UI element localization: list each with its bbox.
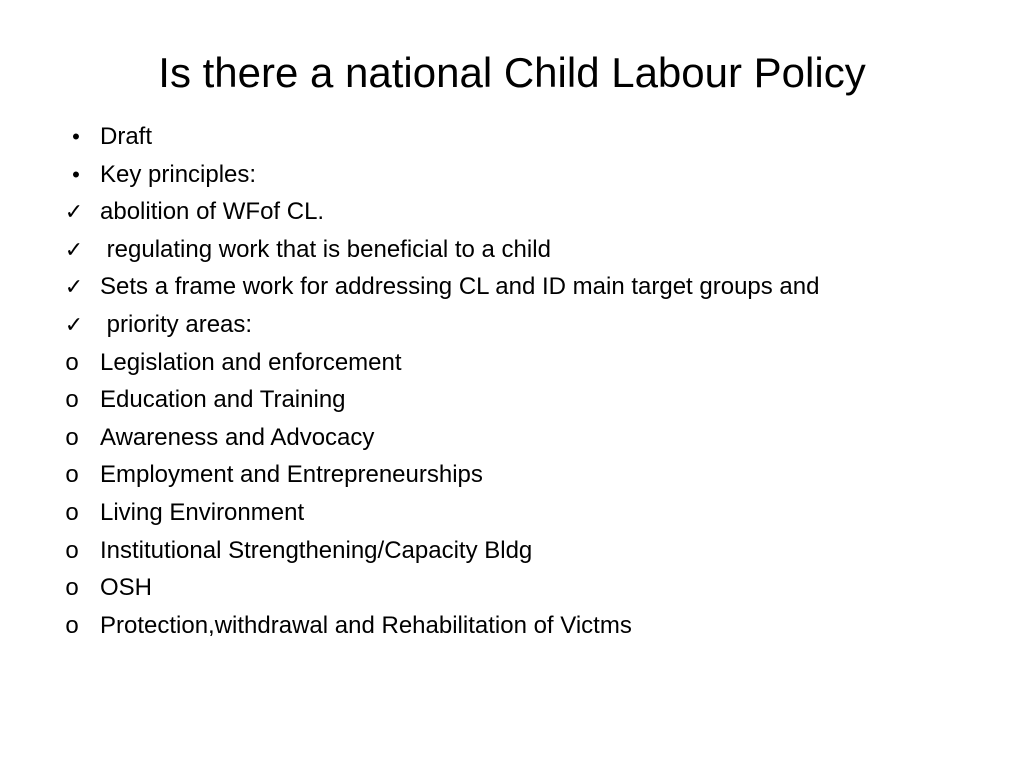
list-item-text: Legislation and enforcement [100,348,402,376]
list-item [56,494,996,532]
list-item [56,381,996,419]
hollow-circle-icon: o [65,498,79,526]
list-item [56,456,996,494]
hollow-circle-icon: o [65,386,79,414]
list-item-text: regulating work that is beneficial to a child [100,235,551,263]
list-item-text: Protection,withdrawal and Rehabilitation of Victms [100,611,632,639]
hollow-circle-icon: o [65,611,79,639]
list-item-text: Living Environment [100,498,305,526]
list-item-text: Sets a frame work for addressing CL and ID main target groups and [100,273,820,301]
list-item [56,344,996,382]
list-item-text: OSH [100,574,153,602]
list-item-text: abolition of WFof CL. [100,198,325,226]
list-item-text: Institutional Strengthening/Capacity Bldg [100,536,533,564]
list-item [56,607,996,645]
list-item-text: Employment and Entrepreneurships [100,461,483,489]
list-item [56,268,996,306]
bullet-list [56,118,996,644]
hollow-circle-icon: o [65,348,79,376]
list-item [56,193,996,231]
list-item-text: priority areas: [100,310,253,338]
list-item-text: Draft [100,123,153,150]
hollow-circle-icon: o [65,461,79,489]
list-item-text: Key principles: [100,160,257,188]
list-item [56,306,996,344]
checkmark-icon: ✓ [64,274,84,300]
list-item [56,419,996,457]
checkmark-icon: ✓ [64,199,84,225]
checkmark-icon: ✓ [64,311,84,337]
list-item [56,231,996,269]
list-item-text: Education and Training [100,386,346,414]
slide-title: Is there a national Child Labour Policy [158,49,866,96]
hollow-circle-icon: o [65,574,79,602]
list-item [56,569,996,607]
hollow-circle-icon: o [65,536,79,564]
list-item [56,156,996,194]
bullet-dot-icon: • [72,124,80,149]
hollow-circle-icon: o [65,423,79,451]
bullet-dot-icon: • [72,161,80,187]
list-item-text: Awareness and Advocacy [100,423,375,451]
checkmark-icon: ✓ [64,236,84,262]
list-item [56,532,996,570]
list-item [56,118,996,156]
